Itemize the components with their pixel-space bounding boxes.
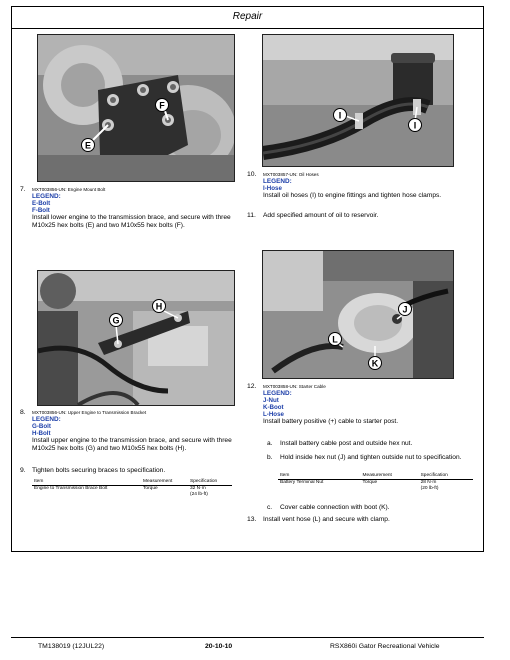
step-12-substep-a [267,440,475,448]
step-12 [247,383,478,426]
step-10 [247,171,478,200]
step-9 [20,467,242,498]
spec12-header-specification: Specification [419,473,473,480]
step-13-instruction: Install vent hose (L) and secure with clamp. [263,516,390,523]
footer-page-number: 20-10-10 [205,643,233,650]
step-12-number: 12. [247,383,257,390]
spec-value-metric: 32 N·m [190,486,206,491]
step-13-number: 13. [247,516,257,523]
spec-header-specification: Specification [188,479,232,486]
spec12-header-measurement: Measurement [361,473,419,480]
step-8-legend-g: G-Bolt [32,423,51,430]
spec12-value-imperial: (20 lb-ft) [420,486,439,491]
spec12-item: Battery Terminal Nut [280,480,324,485]
step-12-substep-c [267,504,475,512]
step-8 [20,409,242,453]
footer-vehicle-name: RSX860i Gator Recreational Vehicle [330,643,440,650]
step-9-spec-table [32,479,232,498]
svg-text:G: G [112,315,120,326]
svg-text:I: I [413,120,417,131]
step-8-legend-title: LEGEND: [32,416,61,423]
header-divider [12,28,483,29]
spec-measurement: Torque [143,486,158,491]
step-12-spec-table [278,473,473,492]
upper-bracket-illustration [38,271,234,405]
step-8-legend-h: H-Bolt [32,430,51,437]
step-12-legend-l: L-Hose [263,411,284,418]
substep-b-letter: b. [267,454,273,461]
svg-text:F: F [159,100,165,111]
svg-text:H: H [155,301,163,312]
spec12-value-metric: 28 N·m [420,480,437,485]
step-7-legend-f: F-Bolt [32,207,50,214]
step-11-number: 11. [247,212,256,219]
step-9-instruction: Tighten bolts securing braces to specification. [32,467,166,474]
step-10-legend-title: LEGEND: [263,178,292,185]
svg-text:I: I [338,110,342,121]
callout-g [110,314,123,327]
spec-item: Engine to Transmission Brace Bolt [34,486,108,491]
step-7-figure-id: MXT003856-UN: Engine Mount Bolt [32,187,106,192]
step-7-legend-e: E-Bolt [32,200,51,207]
substep-a-text: Install battery cable post and outside hex nut. [280,440,413,447]
svg-text:K: K [371,358,379,369]
callout-e [82,139,95,152]
spec12-value [419,480,473,493]
step-11 [247,212,478,220]
page-header-title: Repair [232,11,263,22]
step-8-number: 8. [20,409,26,416]
svg-text:J: J [402,304,408,315]
spec-value-imperial: (24 lb-ft) [190,492,208,497]
callout-i-right [409,119,422,132]
callout-f [156,99,169,112]
spec-header-item: Item [32,479,141,486]
step-12-figure-id: MXT003858-UN: Starter Cable [263,384,326,389]
svg-text:L: L [332,334,338,345]
step-12-legend-k: K-Boot [263,404,284,411]
step-7-number: 7. [20,186,26,193]
step-9-number: 9. [20,467,26,474]
step-12-legend-title: LEGEND: [263,390,292,397]
starter-cable-photo [262,250,454,379]
engine-mount-photo [37,34,235,182]
step-13 [247,516,478,524]
step-12-legend-j: J-Nut [263,397,279,404]
substep-c-letter: c. [267,504,273,511]
callout-l [329,333,342,346]
step-10-number: 10. [247,171,257,178]
substep-b-text: Hold inside hex nut (J) and tighten outside nut to specification. [280,454,462,461]
upper-bracket-photo [37,270,235,406]
callout-i-left [334,109,347,122]
step-12-instruction: Install battery positive (+) cable to starter post. [263,418,399,425]
step-7 [20,186,242,230]
footer-doc-id: TM138019 (12JUL22) [38,643,105,650]
step-11-instruction: Add specified amount of oil to reservoir. [263,212,379,219]
starter-cable-illustration [263,251,453,378]
spec-header-measurement: Measurement [141,479,188,486]
spec-value [188,486,232,499]
callout-j [399,303,412,316]
step-10-legend-i: I-Hose [263,185,282,192]
oil-hoses-illustration [263,35,453,166]
step-10-instruction: Install oil hoses (I) to engine fittings and tighten hose clamps. [263,192,442,199]
callout-h [153,300,166,313]
substep-c-text: Cover cable connection with boot (K). [280,504,390,511]
footer-divider [11,637,484,638]
oil-hoses-photo [262,34,454,167]
step-10-figure-id: MXT003857-UN: Oil Hoses [263,172,319,177]
callout-k [369,357,382,370]
spec12-measurement: Torque [362,480,378,485]
step-7-legend-title: LEGEND: [32,193,61,200]
engine-mount-illustration [38,35,234,181]
step-8-instruction: Install upper engine to the transmission brace, and secure with three M10x25 hex bolts (G) and two M10x55 hex bolts (H). [32,437,232,452]
step-12-substep-b [267,454,475,462]
spec12-header-item: Item [278,473,361,480]
step-8-figure-id: MXT003856-UN: Upper Engine to Transmission Bracket [32,410,147,415]
step-7-instruction: Install lower engine to the transmission brace, and secure with three M10x25 hex bolts (E) and two M10x55 hex bolts (F). [32,214,231,229]
substep-a-letter: a. [267,440,273,447]
svg-text:E: E [84,140,92,151]
